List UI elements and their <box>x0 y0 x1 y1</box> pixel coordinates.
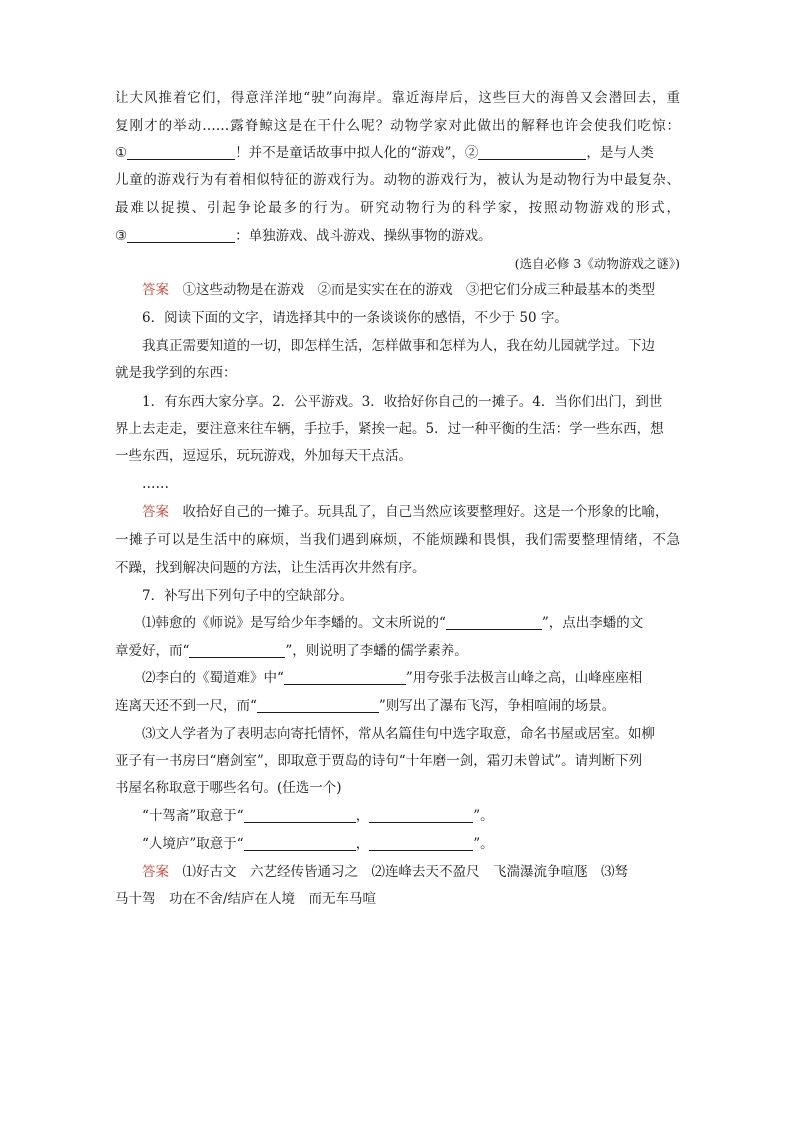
paragraph-line: 就是我学到的东西： <box>115 365 237 381</box>
paragraph-line: 最难以捉摸、引起争论最多的行为。研究动物行为的科学家，按照动物游戏的形式， <box>115 200 680 216</box>
answer-label: 答案 <box>142 282 169 298</box>
answer-text: 不躁，找到解决问题的方法，让生活再次井然有序。 <box>115 560 426 576</box>
fill-in-line <box>115 834 494 854</box>
text-fragment: 章爱好，而“ <box>115 643 190 659</box>
text-fragment: ”。 <box>473 808 494 824</box>
text-fragment: ：单独游戏、战斗游戏、操纵事物的游戏。 <box>235 228 492 244</box>
answer-blank[interactable] <box>478 145 586 160</box>
answer-blank[interactable] <box>369 808 473 823</box>
text-fragment: ， <box>355 808 370 824</box>
text-fragment: ”，点出李蟠的文 <box>541 615 644 631</box>
answer-blank[interactable] <box>189 643 285 658</box>
paragraph-line: 书屋名称取意于哪些名句。(任选一个) <box>115 780 342 796</box>
answer-blank[interactable] <box>284 670 406 685</box>
text-fragment: “人境庐”取意于“ <box>142 836 244 852</box>
text-fragment: ，是与人类 <box>586 145 654 161</box>
paragraph-line: 亚子有一书房曰“磨剑室”，即取意于贾岛的诗句“十年磨一剑，霜刃未曾试”。请判断下列 <box>115 753 643 769</box>
ellipsis: …… <box>142 476 169 492</box>
text-fragment: 连离天还不到一尺，而“ <box>115 698 257 714</box>
answer-blank[interactable] <box>244 836 356 851</box>
text-fragment: “十驾斋”取意于“ <box>142 808 244 824</box>
answer-label: 答案 <box>142 504 169 520</box>
answer-line <box>115 862 628 882</box>
text-fragment: ”则写出了瀑布飞泻，争相喧闹的场景。 <box>378 698 616 714</box>
paragraph-line: 1．有东西大家分享。2．公平游戏。3．收拾好你自己的一摊子。4．当你们出门，到世 <box>142 394 663 410</box>
question-title: 6．阅读下面的文字，请选择其中的一条谈谈你的感悟，不少于 50 字。 <box>142 310 568 326</box>
source-citation: (选自必修 3《动物游戏之谜》) <box>514 256 680 271</box>
text-fragment: ⑵李白的《蜀道难》中“ <box>142 670 284 686</box>
text-fragment: ， <box>355 836 370 852</box>
fill-in-line <box>115 226 492 246</box>
answer-text: 一摊子可以是生活中的麻烦，当我们遇到麻烦，不能烦躁和畏惧，我们需要整理情绪，不急 <box>115 532 680 548</box>
paragraph-line: 儿童的游戏行为有着相似特征的游戏行为。动物的游戏行为，被认为是动物行为中最复杂、 <box>115 172 680 188</box>
paragraph-line: ⑶文人学者为了表明志向寄托情怀，常从名篇佳句中选字取意，命名书屋或居室。如柳 <box>142 726 655 742</box>
answer-blank[interactable] <box>127 145 235 160</box>
paragraph-line: 让大风推着它们，得意洋洋地“驶”向海岸。靠近海岸后，这些巨大的海兽又会潜回去，重 <box>115 90 680 106</box>
answer-text: 马十驾 功在不舍/结庐在人境 而无车马喧 <box>115 891 377 907</box>
fill-in-line <box>115 696 615 716</box>
answer-line <box>115 502 669 522</box>
answer-blank[interactable] <box>257 698 379 713</box>
answer-text: ⑴好古文 六艺经传皆通习之 ⑵连峰去天不盈尺 飞湍瀑流争喧豗 ⑶驽 <box>182 864 628 880</box>
text-fragment: ”用夸张手法极言山峰之高，山峰座座相 <box>405 670 643 686</box>
fill-in-line <box>115 668 642 688</box>
answer-text: 收拾好自己的一摊子。玩具乱了，自己当然应该要整理好。这是一个形象的比喻， <box>182 504 669 520</box>
question-title: 7．补写出下列句子中的空缺部分。 <box>142 588 354 604</box>
circled-number: ① <box>115 145 128 161</box>
circled-number: ③ <box>115 228 128 244</box>
answer-blank[interactable] <box>244 808 356 823</box>
answer-blank[interactable] <box>446 615 542 630</box>
answer-blank[interactable] <box>369 836 473 851</box>
text-fragment: ”。 <box>473 836 494 852</box>
paragraph-line: 复刚才的举动……露脊鲸这是在干什么呢？动物学家对此做出的解释也许会使我们吃惊： <box>115 118 680 134</box>
fill-in-line <box>115 613 643 633</box>
paragraph-line: 一些东西，逗逗乐，玩玩游戏，外加每天干点活。 <box>115 448 412 464</box>
fill-in-line <box>115 641 468 661</box>
text-fragment: ”，则说明了李蟠的儒学素养。 <box>285 643 468 659</box>
fill-in-line <box>115 806 494 826</box>
text-fragment: ⑴韩愈的《师说》是写给少年李蟠的。文末所说的“ <box>142 615 446 631</box>
answer-text: ①这些动物是在游戏 ②而是实实在在的游戏 ③把它们分成三种最基本的类型 <box>182 282 655 298</box>
text-fragment: ！并不是童话故事中拟人化的“游戏”，② <box>235 145 479 161</box>
fill-in-line <box>115 143 654 163</box>
answer-blank[interactable] <box>127 228 235 243</box>
answer-label: 答案 <box>142 864 169 880</box>
paragraph-line: 界上去走走，要注意来往车辆，手拉手，紧挨一起。5．过一种平衡的生活：学一些东西，想 <box>115 421 664 437</box>
answer-line <box>115 280 655 300</box>
paragraph-line: 我真正需要知道的一切，即怎样生活，怎样做事和怎样为人，我在幼儿园就学过。下边 <box>142 338 655 354</box>
